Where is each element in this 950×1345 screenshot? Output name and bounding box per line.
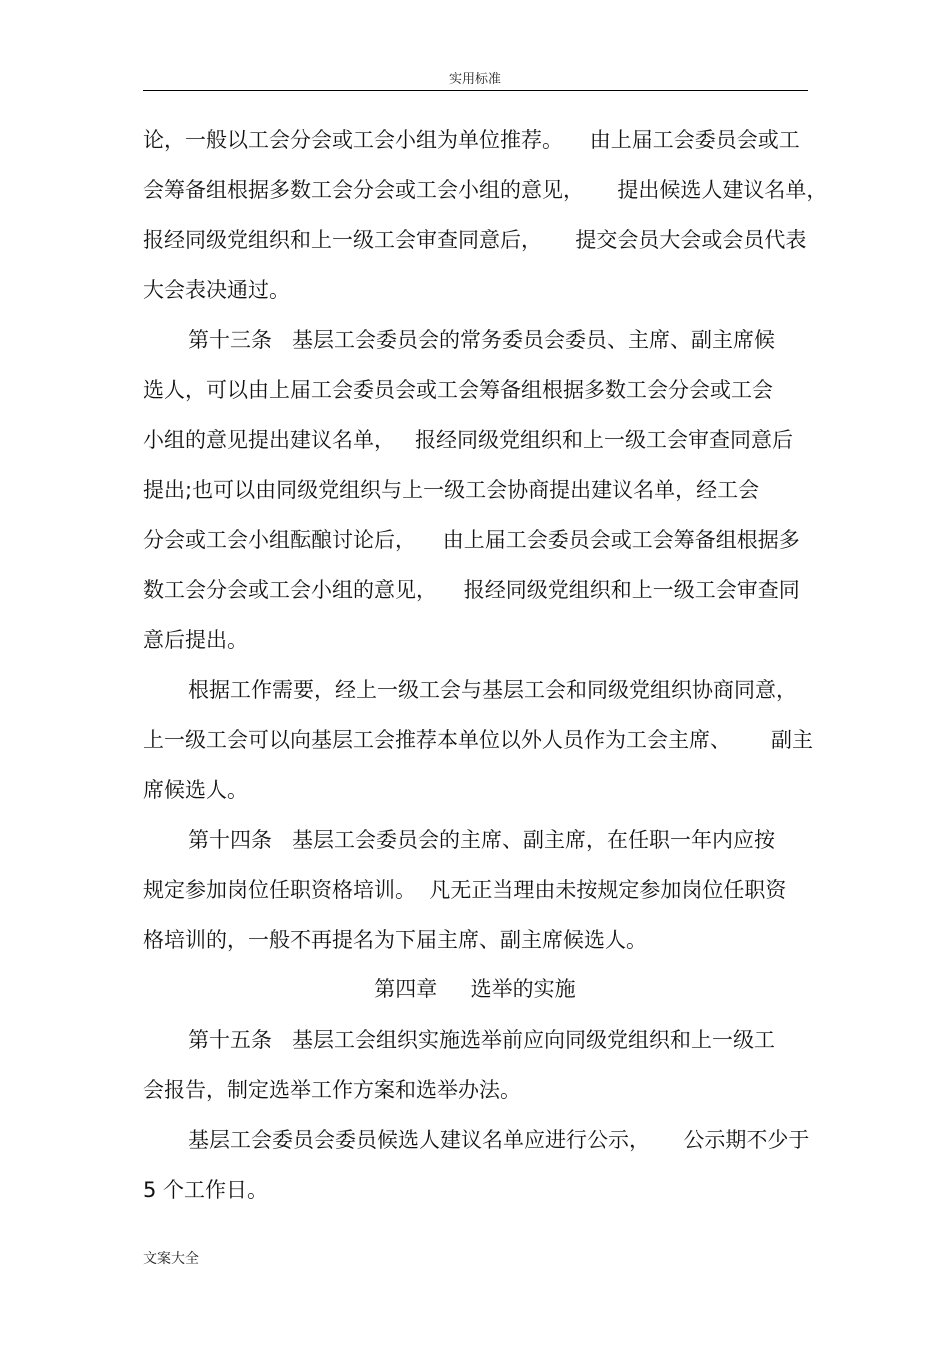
- body-line: 会报告，制定选举工作方案和选举办法。: [143, 1078, 521, 1102]
- body-line: 大会表决通过。: [143, 278, 290, 302]
- body-line: 意后提出。: [143, 628, 248, 652]
- body-line: 席候选人。: [143, 778, 248, 802]
- article-14-heading-line: 第十四条 基层工会委员会的主席、副主席，在任职一年内应按: [188, 828, 776, 852]
- chapter-4-heading: 第四章 选举的实施: [374, 977, 576, 1001]
- body-line: 论，一般以工会分会或工会小组为单位推荐。 由上届工会委员会或工: [143, 128, 800, 152]
- paragraph-start-line: 根据工作需要，经上一级工会与基层工会和同级党组织协商同意，: [188, 678, 797, 702]
- body-line: 报经同级党组织和上一级工会审查同意后， 提交会员大会或会员代表: [143, 228, 807, 252]
- body-line: 上一级工会可以向基层工会推荐本单位以外人员作为工会主席、 副主: [143, 728, 814, 752]
- page-header-title: 实用标准: [448, 72, 501, 87]
- body-line: 5 个工作日。: [143, 1178, 269, 1202]
- article-13-heading-line: 第十三条 基层工会委员会的常务委员会委员、主席、副主席候: [188, 328, 776, 352]
- header-divider: [143, 90, 808, 91]
- body-line: 规定参加岗位任职资格培训。 凡无正当理由未按规定参加岗位任职资: [143, 878, 787, 902]
- body-line: 提出;也可以由同级党组织与上一级工会协商提出建议名单，经工会: [143, 478, 760, 502]
- body-line: 格培训的，一般不再提名为下届主席、副主席候选人。: [143, 928, 647, 952]
- body-line: 选人，可以由上届工会委员会或工会筹备组根据多数工会分会或工会: [143, 378, 773, 402]
- body-line: 分会或工会小组酝酿讨论后， 由上届工会委员会或工会筹备组根据多: [143, 528, 800, 552]
- body-line: 数工会分会或工会小组的意见， 报经同级党组织和上一级工会审查同: [143, 578, 800, 602]
- page-footer-text: 文案大全: [143, 1251, 199, 1267]
- article-15-heading-line: 第十五条 基层工会组织实施选举前应向同级党组织和上一级工: [188, 1028, 776, 1052]
- paragraph-start-line: 基层工会委员会委员候选人建议名单应进行公示， 公示期不少于: [188, 1128, 810, 1152]
- body-line: 会筹备组根据多数工会分会或工会小组的意见， 提出候选人建议名单，: [143, 178, 828, 202]
- body-line: 小组的意见提出建议名单， 报经同级党组织和上一级工会审查同意后: [143, 428, 794, 452]
